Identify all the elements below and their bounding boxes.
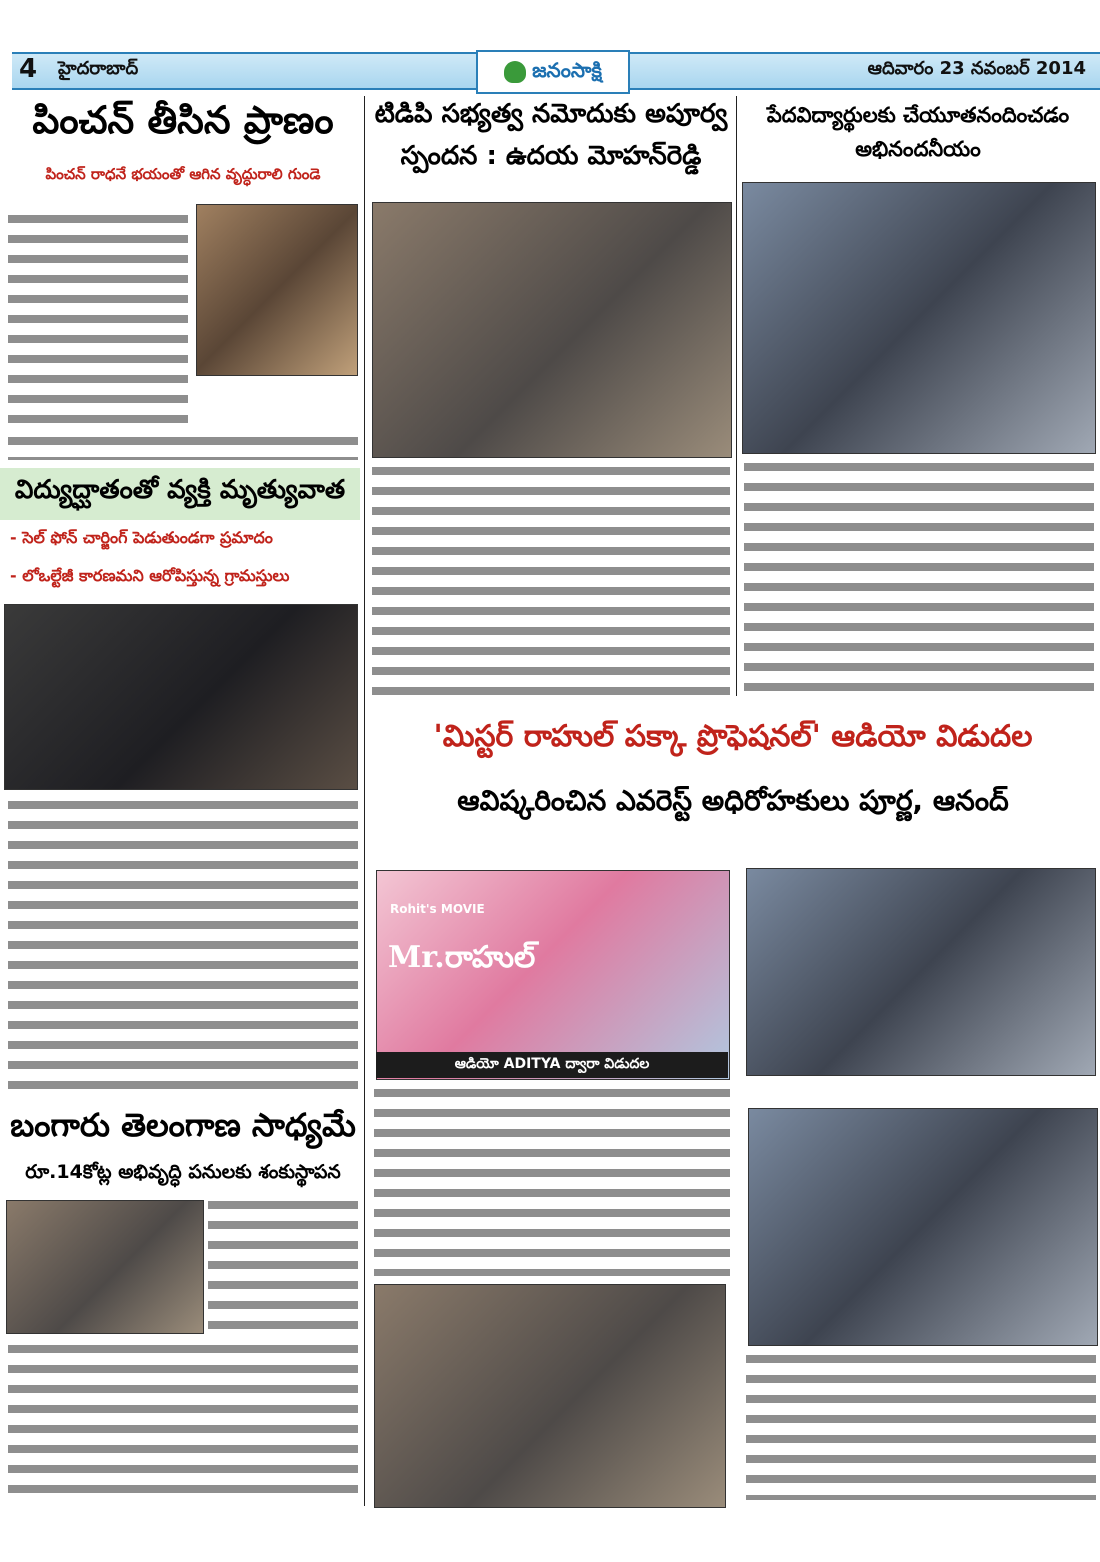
masthead-title: జనంసాక్షి [532,57,602,82]
tdp-headline-2: స్పందన : ఉదయ మోహన్‌రెడ్డి [400,141,702,171]
electrocution-body [8,796,358,1096]
poster-strip: ఆడియో ADITYA ద్వారా విడుదల [376,1052,728,1078]
tdp-headline-1: టిడిపి సభ్యత్వ నమోదుకు అపూర్వ [374,99,728,129]
poster-title: Mr.రాహుల్ [388,940,536,975]
city-label: హైదరాబాద్ [58,58,139,79]
audio-launch-photo [746,868,1096,1076]
pension-headline: పించన్ తీసిన ప్రాణం [32,98,334,142]
audio-headline: 'మిస్టర్ రాహుల్ పక్కా ప్రొఫెషనల్' ఆడియో విడుదల [433,719,1033,754]
telangana-subhead: రూ.14కోట్ల అభివృద్ధి పనులకు శంకుస్థాపన [25,1161,341,1183]
telangana-body [8,1340,358,1504]
electrocution-subhead-2: - లోఒల్టేజీ కారణమని ఆరోపిస్తున్న గ్రామస్తులు [10,566,290,585]
column-divider [364,96,365,1506]
students-body [744,458,1094,698]
electrocution-headline: విద్యుద్ఘాతంతో వ్యక్తి మృత్యువాత [14,475,346,505]
electrocution-photo [4,604,358,790]
foundation-stone-photo [6,1200,204,1334]
students-photo [742,182,1096,454]
elderly-woman-photo [196,204,358,376]
telangana-headline: బంగారు తెలంగాణ సాధ్యమే [10,1106,356,1144]
audio-body [374,1084,730,1276]
audio-body-continued [746,1350,1096,1500]
pension-body-tail [8,432,358,460]
tdp-group-photo [372,202,732,458]
students-headline-1: పేదవిద్యార్థులకు చేయూతనందించడం [766,103,1070,127]
tdp-body [372,462,730,698]
students-headline-2: అభినందనీయం [855,137,981,161]
page-number: 4 [18,54,38,84]
audio-subhead: ఆవిష్కరించిన ఎవరెస్ట్ అధిరోహకులు పూర్ణ, ఆనంద్ [457,784,1009,817]
column-divider [736,96,737,696]
masthead-logo-icon [504,61,526,83]
audio-stage-photo [748,1108,1098,1346]
audio-guests-photo [374,1284,726,1508]
electrocution-subhead-1: - సెల్ ఫోన్ చార్జింగ్ పెడుతుండగా ప్రమాదం [10,528,273,547]
issue-date: ఆదివారం 23 నవంబర్ 2014 [867,58,1086,79]
telangana-body-side [208,1196,358,1336]
pension-subhead: పించన్ రాధనే భయంతో ఆగిన వృద్ధురాలి గుండె [45,165,321,183]
pension-body [8,210,188,430]
masthead [476,50,630,94]
poster-brand: Rohit's MOVIE [390,902,485,916]
